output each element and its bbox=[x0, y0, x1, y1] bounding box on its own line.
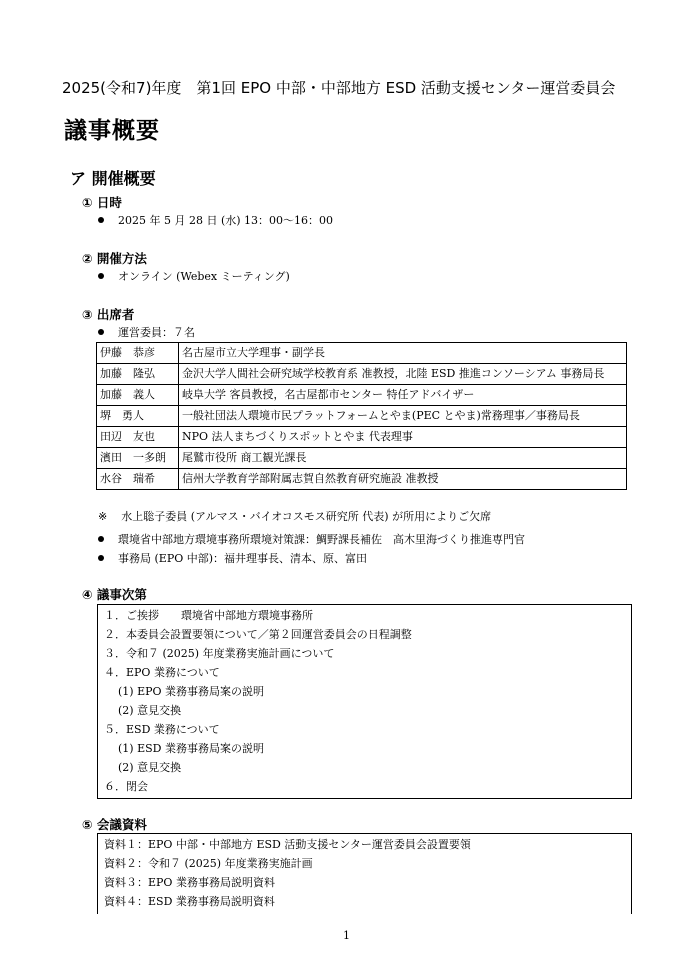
heading-attendees: ③ 出席者 bbox=[82, 307, 135, 322]
document-title: 議事概要 bbox=[64, 118, 160, 144]
member-affiliation: 一般社団法人環境市民プラットフォームとやま(PEC とやま)常務理事／事務局長 bbox=[179, 406, 627, 427]
table-row bbox=[97, 469, 627, 490]
member-name: 濱田 一多朗 bbox=[97, 448, 179, 469]
heading-materials: ⑤ 会議資料 bbox=[82, 817, 147, 832]
ministry-text: 環境省中部地方環境事務所環境対策課：鯛野課長補佐 高木里海づくり推進専門官 bbox=[118, 533, 525, 546]
table-row bbox=[97, 364, 627, 385]
member-affiliation: 信州大学教育学部附属志賀自然教育研究施設 准教授 bbox=[179, 469, 627, 490]
bullet-ministry bbox=[98, 531, 525, 547]
agenda-subitem: (1) EPO 業務事務局案の説明 bbox=[118, 685, 265, 698]
agenda-item: ５．ESD 業務について bbox=[104, 723, 220, 736]
member-name: 田辺 友也 bbox=[97, 427, 179, 448]
committee-count-text: 運営委員：７名 bbox=[118, 326, 195, 339]
agenda-subitem: (1) ESD 業務事務局案の説明 bbox=[118, 742, 264, 755]
table-row bbox=[97, 448, 627, 469]
section-heading-overview: ア 開催概要 bbox=[70, 169, 156, 188]
heading-agenda: ④ 議事次第 bbox=[82, 587, 147, 602]
material-item: 資料３：EPO 業務事務局説明資料 bbox=[104, 876, 275, 889]
member-name: 加藤 隆弘 bbox=[97, 364, 179, 385]
heading-datetime: ① 日時 bbox=[82, 195, 122, 210]
table-row bbox=[97, 406, 627, 427]
meeting-header: 2025(令和7)年度 第1回 EPO 中部・中部地方 ESD 活動支援センター運営委員会 bbox=[62, 79, 616, 97]
materials-box bbox=[97, 833, 632, 914]
bullet-secretariat bbox=[98, 550, 367, 566]
method-text: オンライン (Webex ミーティング) bbox=[118, 270, 290, 283]
material-item: 資料４：ESD 業務事務局説明資料 bbox=[104, 895, 275, 908]
agenda-item: ４．EPO 業務について bbox=[104, 666, 220, 679]
member-affiliation: 岐阜大学 客員教授，名古屋都市センター 特任アドバイザー bbox=[179, 385, 627, 406]
material-item: 資料１：EPO 中部・中部地方 ESD 活動支援センター運営委員会設置要領 bbox=[104, 838, 471, 851]
member-affiliation: 金沢大学人間社会研究域学校教育系 准教授，北陸 ESD 推進コンソーシアム 事務局長 bbox=[179, 364, 627, 385]
agenda-item: ３．令和７ (2025) 年度業務実施計画について bbox=[104, 647, 335, 660]
member-affiliation: 尾鷲市役所 商工観光課長 bbox=[179, 448, 627, 469]
member-name: 堺 勇人 bbox=[97, 406, 179, 427]
agenda-subitem: (2) 意見交換 bbox=[118, 761, 182, 774]
member-name: 加藤 義人 bbox=[97, 385, 179, 406]
bullet-dot-icon bbox=[98, 329, 104, 335]
agenda-box bbox=[97, 604, 632, 799]
bullet-dot-icon bbox=[98, 217, 104, 223]
member-name: 伊藤 恭彦 bbox=[97, 343, 179, 364]
page-number: 1 bbox=[343, 929, 350, 942]
absence-note-text: 水上聡子委員 (アルマス・バイオコスモス研究所 代表) が所用によりご欠席 bbox=[121, 510, 492, 523]
agenda-item: ２．本委員会設置要領について／第２回運営委員会の日程調整 bbox=[104, 628, 412, 641]
bullet-committee-count bbox=[98, 324, 195, 340]
bullet-dot-icon bbox=[98, 273, 104, 279]
table-row bbox=[97, 385, 627, 406]
note-mark: ※ bbox=[98, 510, 108, 523]
members-table bbox=[96, 342, 627, 490]
bullet-dot-icon bbox=[98, 536, 104, 542]
member-name: 水谷 瑞希 bbox=[97, 469, 179, 490]
bullet-method bbox=[98, 268, 290, 284]
bullet-datetime bbox=[98, 212, 333, 228]
heading-method: ② 開催方法 bbox=[82, 251, 147, 266]
absence-note bbox=[98, 508, 491, 524]
agenda-item: １．ご挨拶 環境省中部地方環境事務所 bbox=[104, 609, 313, 622]
agenda-item: ６．閉会 bbox=[104, 780, 148, 793]
agenda-subitem: (2) 意見交換 bbox=[118, 704, 182, 717]
member-affiliation: 名古屋市立大学理事・副学長 bbox=[179, 343, 627, 364]
table-row bbox=[97, 343, 627, 364]
datetime-text: 2025 年 5 月 28 日 (水) 13：00～16：00 bbox=[118, 214, 334, 227]
material-item: 資料２：令和７ (2025) 年度業務実施計画 bbox=[104, 857, 313, 870]
member-affiliation: NPO 法人まちづくりスポットとやま 代表理事 bbox=[179, 427, 627, 448]
secretariat-text: 事務局 (EPO 中部)：福井理事長、清本、原、富田 bbox=[118, 552, 368, 565]
table-row bbox=[97, 427, 627, 448]
bullet-dot-icon bbox=[98, 555, 104, 561]
